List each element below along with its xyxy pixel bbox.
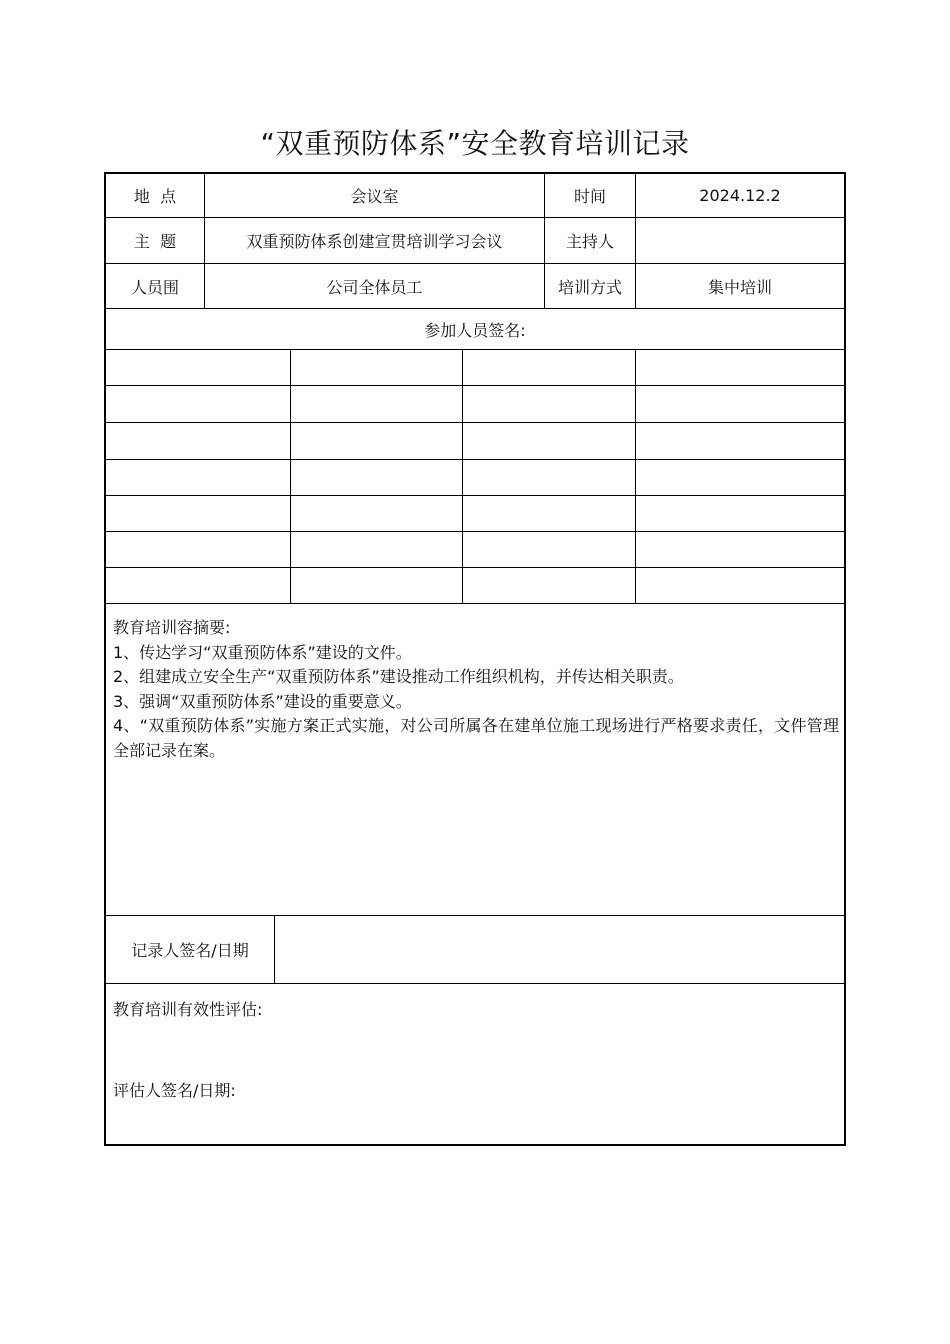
attendance-signature-cell[interactable] xyxy=(463,423,635,459)
attendance-signature-cell[interactable] xyxy=(463,496,635,531)
row-divider xyxy=(106,603,844,604)
row-divider xyxy=(106,983,844,984)
attendance-signature-cell[interactable] xyxy=(636,350,843,385)
attendance-signature-cell[interactable] xyxy=(106,532,290,567)
evaluator-signature-label: 评估人签名/日期: xyxy=(113,1081,236,1100)
scope-value: 公司全体员工 xyxy=(326,277,423,297)
attendance-signature-cell[interactable] xyxy=(106,568,290,603)
summary-item: 3、强调“双重预防体系”建设的重要意义。 xyxy=(113,691,412,711)
attendance-signature-cell[interactable] xyxy=(291,532,462,567)
attendance-signature-cell[interactable] xyxy=(106,386,290,422)
document-title: “双重预防体系”安全教育培训记录 xyxy=(260,127,690,160)
topic-value: 双重预防体系创建宣贯培训学习会议 xyxy=(246,232,503,251)
recorder-label: 记录人签名/日期 xyxy=(131,941,249,960)
attendance-signature-cell[interactable] xyxy=(291,350,462,385)
host-value[interactable] xyxy=(636,218,844,263)
attendance-signature-cell[interactable] xyxy=(106,423,290,459)
attendance-signature-cell[interactable] xyxy=(291,423,462,459)
location-label: 地 点 xyxy=(133,187,177,206)
host-label: 主持人 xyxy=(565,232,614,251)
attendance-signature-cell[interactable] xyxy=(291,386,462,422)
training-summary xyxy=(113,616,839,763)
method-label: 培训方式 xyxy=(557,277,622,297)
attendance-signature-cell[interactable] xyxy=(636,386,843,422)
attendance-signature-cell[interactable] xyxy=(636,496,843,531)
attendance-signature-cell[interactable] xyxy=(463,350,635,385)
time-label: 时间 xyxy=(573,187,606,206)
method-value: 集中培训 xyxy=(707,277,772,297)
attendance-signature-cell[interactable] xyxy=(463,568,635,603)
topic-label: 主 题 xyxy=(133,232,177,251)
attendance-signature-cell[interactable] xyxy=(463,532,635,567)
attendance-signature-cell[interactable] xyxy=(636,460,843,495)
attendance-signature-cell[interactable] xyxy=(106,496,290,531)
evaluation-heading: 教育培训有效性评估: xyxy=(113,1000,263,1019)
attendance-signature-cell[interactable] xyxy=(463,460,635,495)
attendance-signature-cell[interactable] xyxy=(106,350,290,385)
attendance-signature-cell[interactable] xyxy=(291,460,462,495)
recorder-signature-field[interactable] xyxy=(275,916,844,983)
attendance-signature-cell[interactable] xyxy=(106,460,290,495)
summary-item: 1、传达学习“双重预防体系”建设的文件。 xyxy=(113,642,412,662)
attendance-signature-cell[interactable] xyxy=(291,496,462,531)
location-value: 会议室 xyxy=(350,187,399,206)
attendance-signature-cell[interactable] xyxy=(636,532,843,567)
attendance-signature-cell[interactable] xyxy=(291,568,462,603)
summary-heading: 教育培训容摘要: xyxy=(113,618,231,637)
attendance-signature-cell[interactable] xyxy=(636,568,843,603)
attendance-signature-cell[interactable] xyxy=(636,423,843,459)
training-record-form xyxy=(104,172,846,1146)
summary-item: 2、组建成立安全生产“双重预防体系”建设推动工作组织机构，并传达相关职责。 xyxy=(113,667,684,686)
time-value: 2024.12.2 xyxy=(699,186,781,205)
attendance-label: 参加人员签名: xyxy=(424,320,526,340)
summary-item: 4、“双重预防体系”实施方案正式实施，对公司所属各在建单位施工现场进行严格要求责任，文件管理全部记录在案。 xyxy=(113,716,839,760)
attendance-signature-cell[interactable] xyxy=(463,386,635,422)
scope-label: 人员围 xyxy=(130,277,179,297)
